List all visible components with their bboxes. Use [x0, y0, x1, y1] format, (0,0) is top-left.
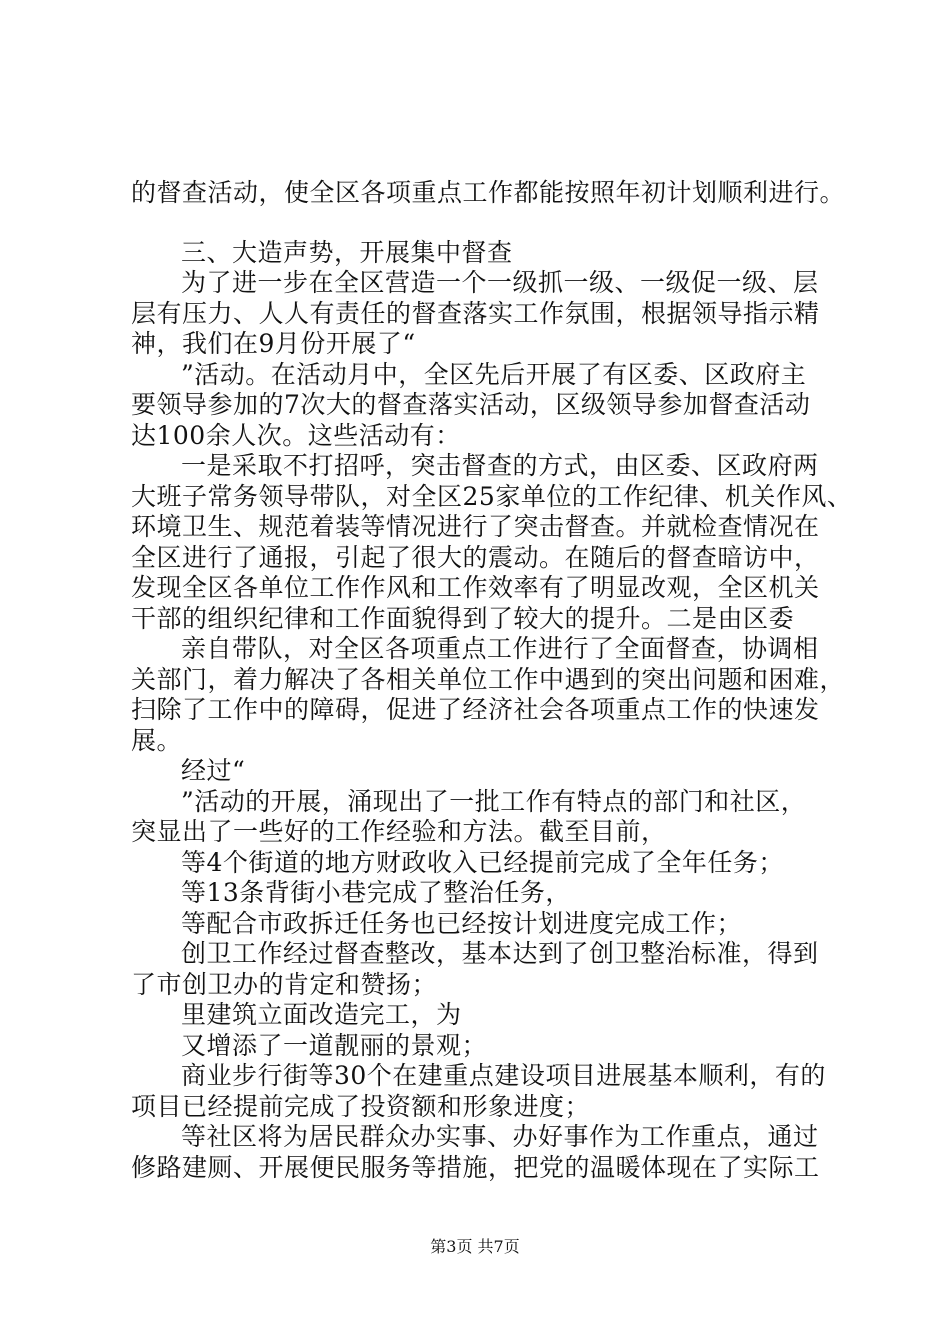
body-line: 等社区将为居民群众办实事、办好事作为工作重点，通过 [181, 1122, 819, 1151]
body-line: 等4个街道的地方财政收入已经提前完成了全年任务； [181, 848, 784, 877]
body-line: 环境卫生、规范着装等情况进行了突击督查。并就检查情况在 [131, 512, 820, 541]
body-line: 商业步行街等30个在建重点建设项目进展基本顺利，有的 [181, 1061, 826, 1090]
body-line: 达100余人次。这些活动有： [131, 421, 461, 450]
body-line: 突显出了一些好的工作经验和方法。截至目前， [131, 817, 667, 846]
body-line: 展。 [131, 726, 183, 755]
page-number-footer: 第3页 共7页 [430, 1237, 520, 1256]
body-line: 全区进行了通报，引起了很大的震动。在随后的督查暗访中， [131, 543, 820, 572]
body-line: 层有压力、人人有责任的督查落实工作氛围，根据领导指示精 [131, 299, 820, 328]
body-line: ”活动的开展，涌现出了一批工作有特点的部门和社区， [181, 787, 807, 816]
body-line: 发现全区各单位工作作风和工作效率有了明显改观，全区机关 [131, 573, 820, 602]
body-line: 项目已经提前完成了投资额和形象进度； [131, 1092, 591, 1121]
body-line: 要领导参加的7次大的督查落实活动，区级领导参加督查活动 [131, 390, 811, 419]
body-line: 等配合市政拆迁任务也已经按计划进度完成工作； [181, 909, 743, 938]
body-line: 修路建厕、开展便民服务等措施，把党的温暖体现在了实际工 [131, 1153, 820, 1182]
body-line: ”活动。在活动月中，全区先后开展了有区委、区政府主 [181, 360, 807, 389]
body-line: 大班子常务领导带队，对全区25家单位的工作纪律、机关作风、 [131, 482, 853, 511]
body-line: 又增添了一道靓丽的景观； [181, 1031, 488, 1060]
body-line: 经过“ [181, 756, 246, 785]
body-line: 神，我们在9月份开展了“ [131, 329, 416, 358]
body-line: 关部门，着力解决了各相关单位工作中遇到的突出问题和困难， [131, 665, 846, 694]
body-line: 了市创卫办的肯定和赞扬； [131, 970, 438, 999]
body-line: 等13条背街小巷完成了整治任务， [181, 878, 571, 907]
body-line: 创卫工作经过督查整改，基本达到了创卫整治标准，得到 [181, 939, 819, 968]
body-line: 为了进一步在全区营造一个一级抓一级、一级促一级、层 [181, 268, 819, 297]
body-line: 一是采取不打招呼，突击督查的方式，由区委、区政府两 [181, 451, 819, 480]
body-line: 干部的组织纪律和工作面貌得到了较大的提升。二是由区委 [131, 604, 795, 633]
body-line: 的督查活动，使全区各项重点工作都能按照年初计划顺利进行。 [131, 178, 846, 207]
body-line: 亲自带队，对全区各项重点工作进行了全面督查，协调相 [181, 634, 819, 663]
section-heading: 三、大造声势，开展集中督查 [181, 238, 513, 267]
body-line: 里建筑立面改造完工，为 [181, 1000, 462, 1029]
body-line: 扫除了工作中的障碍，促进了经济社会各项重点工作的快速发 [131, 695, 820, 724]
